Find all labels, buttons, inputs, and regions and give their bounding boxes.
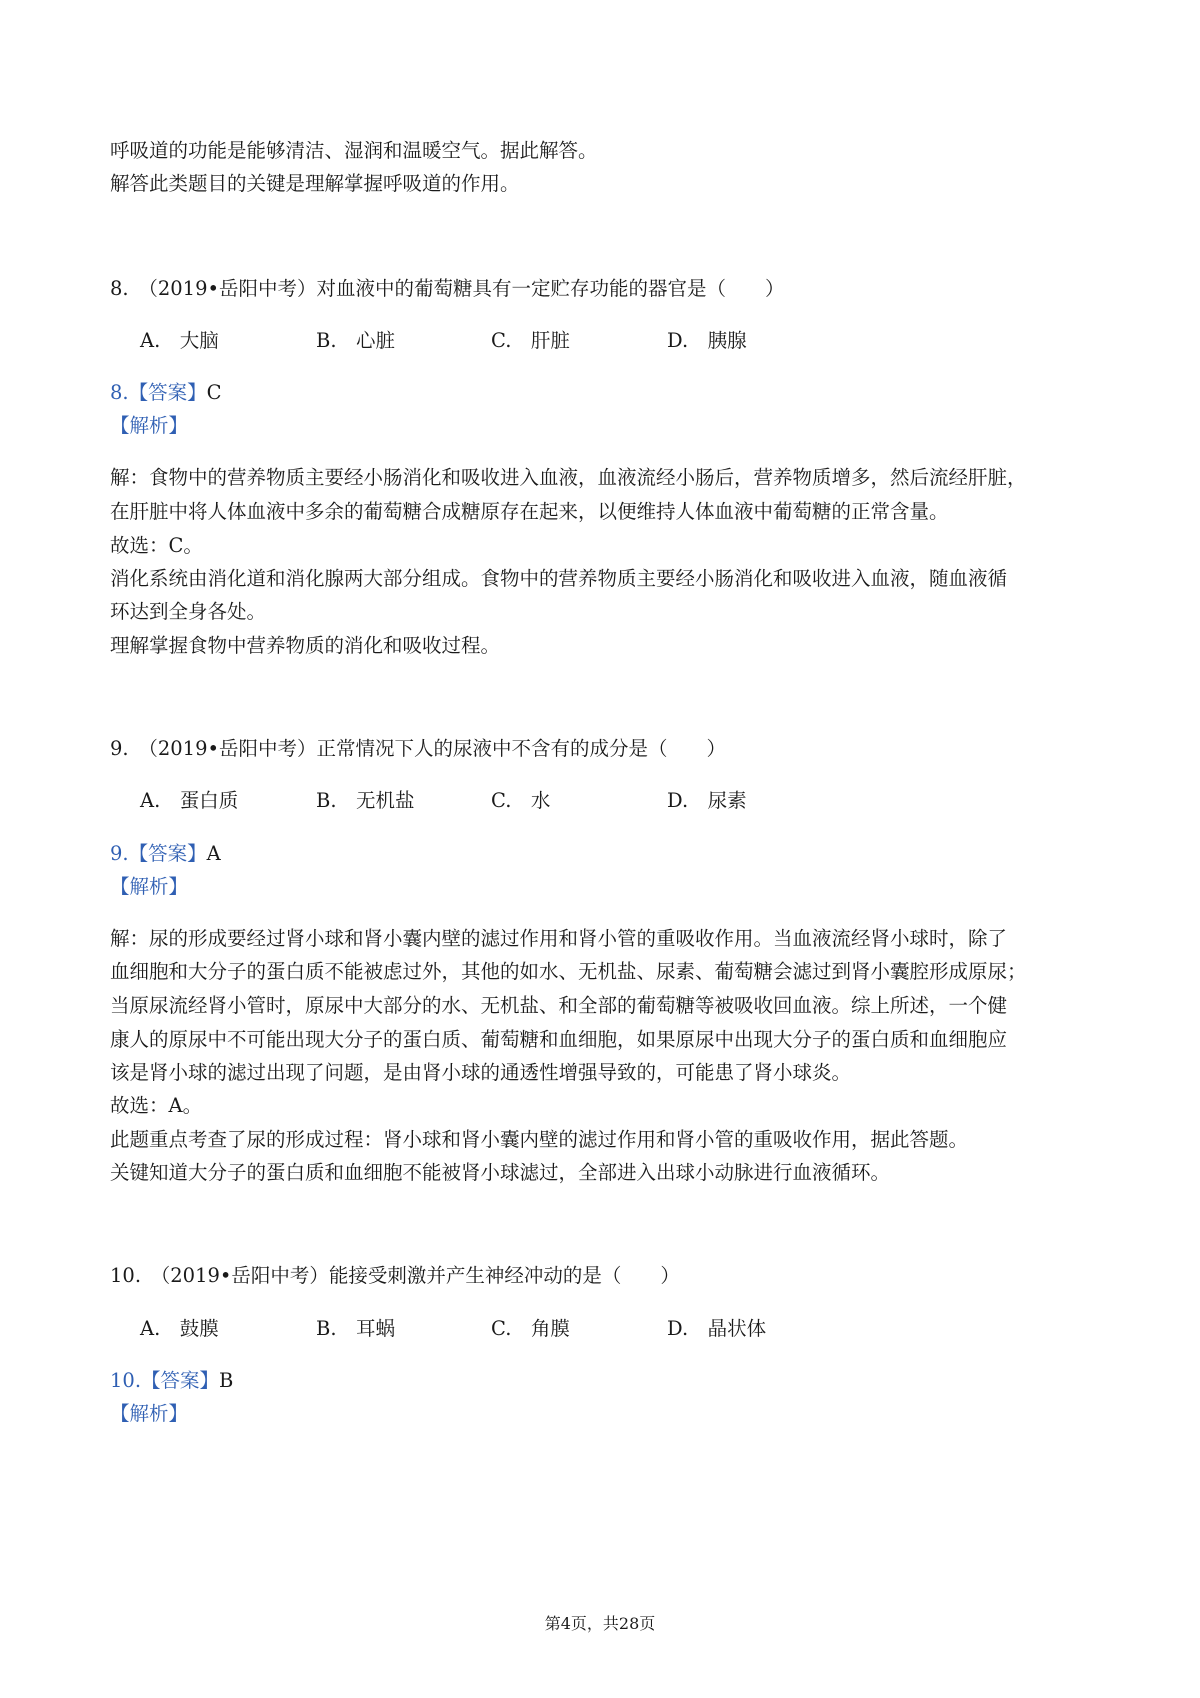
question-8-option-a: A. 大脑 (140, 329, 219, 352)
explanation-line: 当原尿流经肾小管时，原尿中大部分的水、无机盐、和全部的葡萄糖等被吸收回血液。综上所述，一个健 (110, 994, 1008, 1017)
question-10-option-d: D. 晶状体 (667, 1317, 767, 1340)
explanation-line: 该是肾小球的滤过出现了问题，是由肾小球的通透性增强导致的，可能患了肾小球炎。 (110, 1061, 852, 1084)
question-9-stem: 9. （2019•岳阳中考）正常情况下人的尿液中不含有的成分是（ ） (110, 737, 726, 760)
explanation-line: 血细胞和大分子的蛋白质不能被虑过外，其他的如水、无机盐、尿素、葡萄糖会滤过到肾小囊腔形成原尿； (110, 960, 1027, 983)
intro-line-1: 呼吸道的功能是能够清洁、湿润和温暖空气。据此解答。 (110, 139, 598, 162)
question-9-analysis-label: 【解析】 (110, 875, 189, 898)
question-9-option-b: B. 无机盐 (316, 789, 415, 812)
answer-label: 8.【答案】 (110, 381, 207, 404)
question-8-option-d: D. 胰腺 (667, 329, 747, 352)
question-10-option-a: A. 鼓膜 (140, 1317, 219, 1340)
question-10-answer (110, 1371, 233, 1391)
explanation-line: 消化系统由消化道和消化腺两大部分组成。食物中的营养物质主要经小肠消化和吸收进入血液，随血液循 (110, 567, 1008, 590)
question-8-option-c: C. 肝脏 (491, 329, 570, 352)
answer-value: C (206, 381, 222, 404)
question-8-answer (110, 383, 222, 403)
question-9-answer (110, 844, 221, 864)
answer-label: 9.【答案】 (110, 842, 207, 865)
intro-line-2: 解答此类题目的关键是理解掌握呼吸道的作用。 (110, 172, 520, 195)
explanation-line: 解：食物中的营养物质主要经小肠消化和吸收进入血液，血液流经小肠后，营养物质增多，然后流经肝脏， (110, 466, 1027, 489)
question-9-option-a: A. 蛋白质 (140, 789, 239, 812)
answer-value: A (206, 842, 221, 865)
explanation-line: 此题重点考查了尿的形成过程：肾小球和肾小囊内壁的滤过作用和肾小管的重吸收作用，据此答题。 (110, 1128, 969, 1151)
question-8-stem: 8. （2019•岳阳中考）对血液中的葡萄糖具有一定贮存功能的器官是（ ） (110, 277, 785, 300)
explanation-line: 康人的原尿中不可能出现大分子的蛋白质、葡萄糖和血细胞，如果原尿中出现大分子的蛋白质和血细胞应 (110, 1028, 1008, 1051)
question-9-option-c: C. 水 (491, 789, 551, 812)
explanation-line: 解：尿的形成要经过肾小球和肾小囊内壁的滤过作用和肾小管的重吸收作用。当血液流经肾小球时，除了 (110, 927, 1008, 950)
explanation-line: 在肝脏中将人体血液中多余的葡萄糖合成糖原存在起来，以便维持人体血液中葡萄糖的正常含量。 (110, 500, 949, 523)
question-10-option-b: B. 耳蜗 (316, 1317, 396, 1340)
question-10-option-c: C. 角膜 (491, 1317, 570, 1340)
explanation-line: 故选：C。 (110, 534, 203, 557)
question-10-analysis-label: 【解析】 (110, 1402, 189, 1425)
question-9-option-d: D. 尿素 (667, 789, 747, 812)
explanation-line: 理解掌握食物中营养物质的消化和吸收过程。 (110, 634, 501, 657)
question-8-option-b: B. 心脏 (316, 329, 396, 352)
answer-value: B (219, 1369, 234, 1392)
answer-label: 10.【答案】 (110, 1369, 220, 1392)
explanation-line: 关键知道大分子的蛋白质和血细胞不能被肾小球滤过，全部进入出球小动脉进行血液循环。 (110, 1161, 891, 1184)
explanation-line: 故选：A。 (110, 1094, 203, 1117)
question-10-stem: 10. （2019•岳阳中考）能接受刺激并产生神经冲动的是（ ） (110, 1264, 680, 1287)
page-footer: 第4页，共28页 (544, 1614, 656, 1633)
question-8-analysis-label: 【解析】 (110, 414, 189, 437)
explanation-line: 环达到全身各处。 (110, 600, 267, 623)
